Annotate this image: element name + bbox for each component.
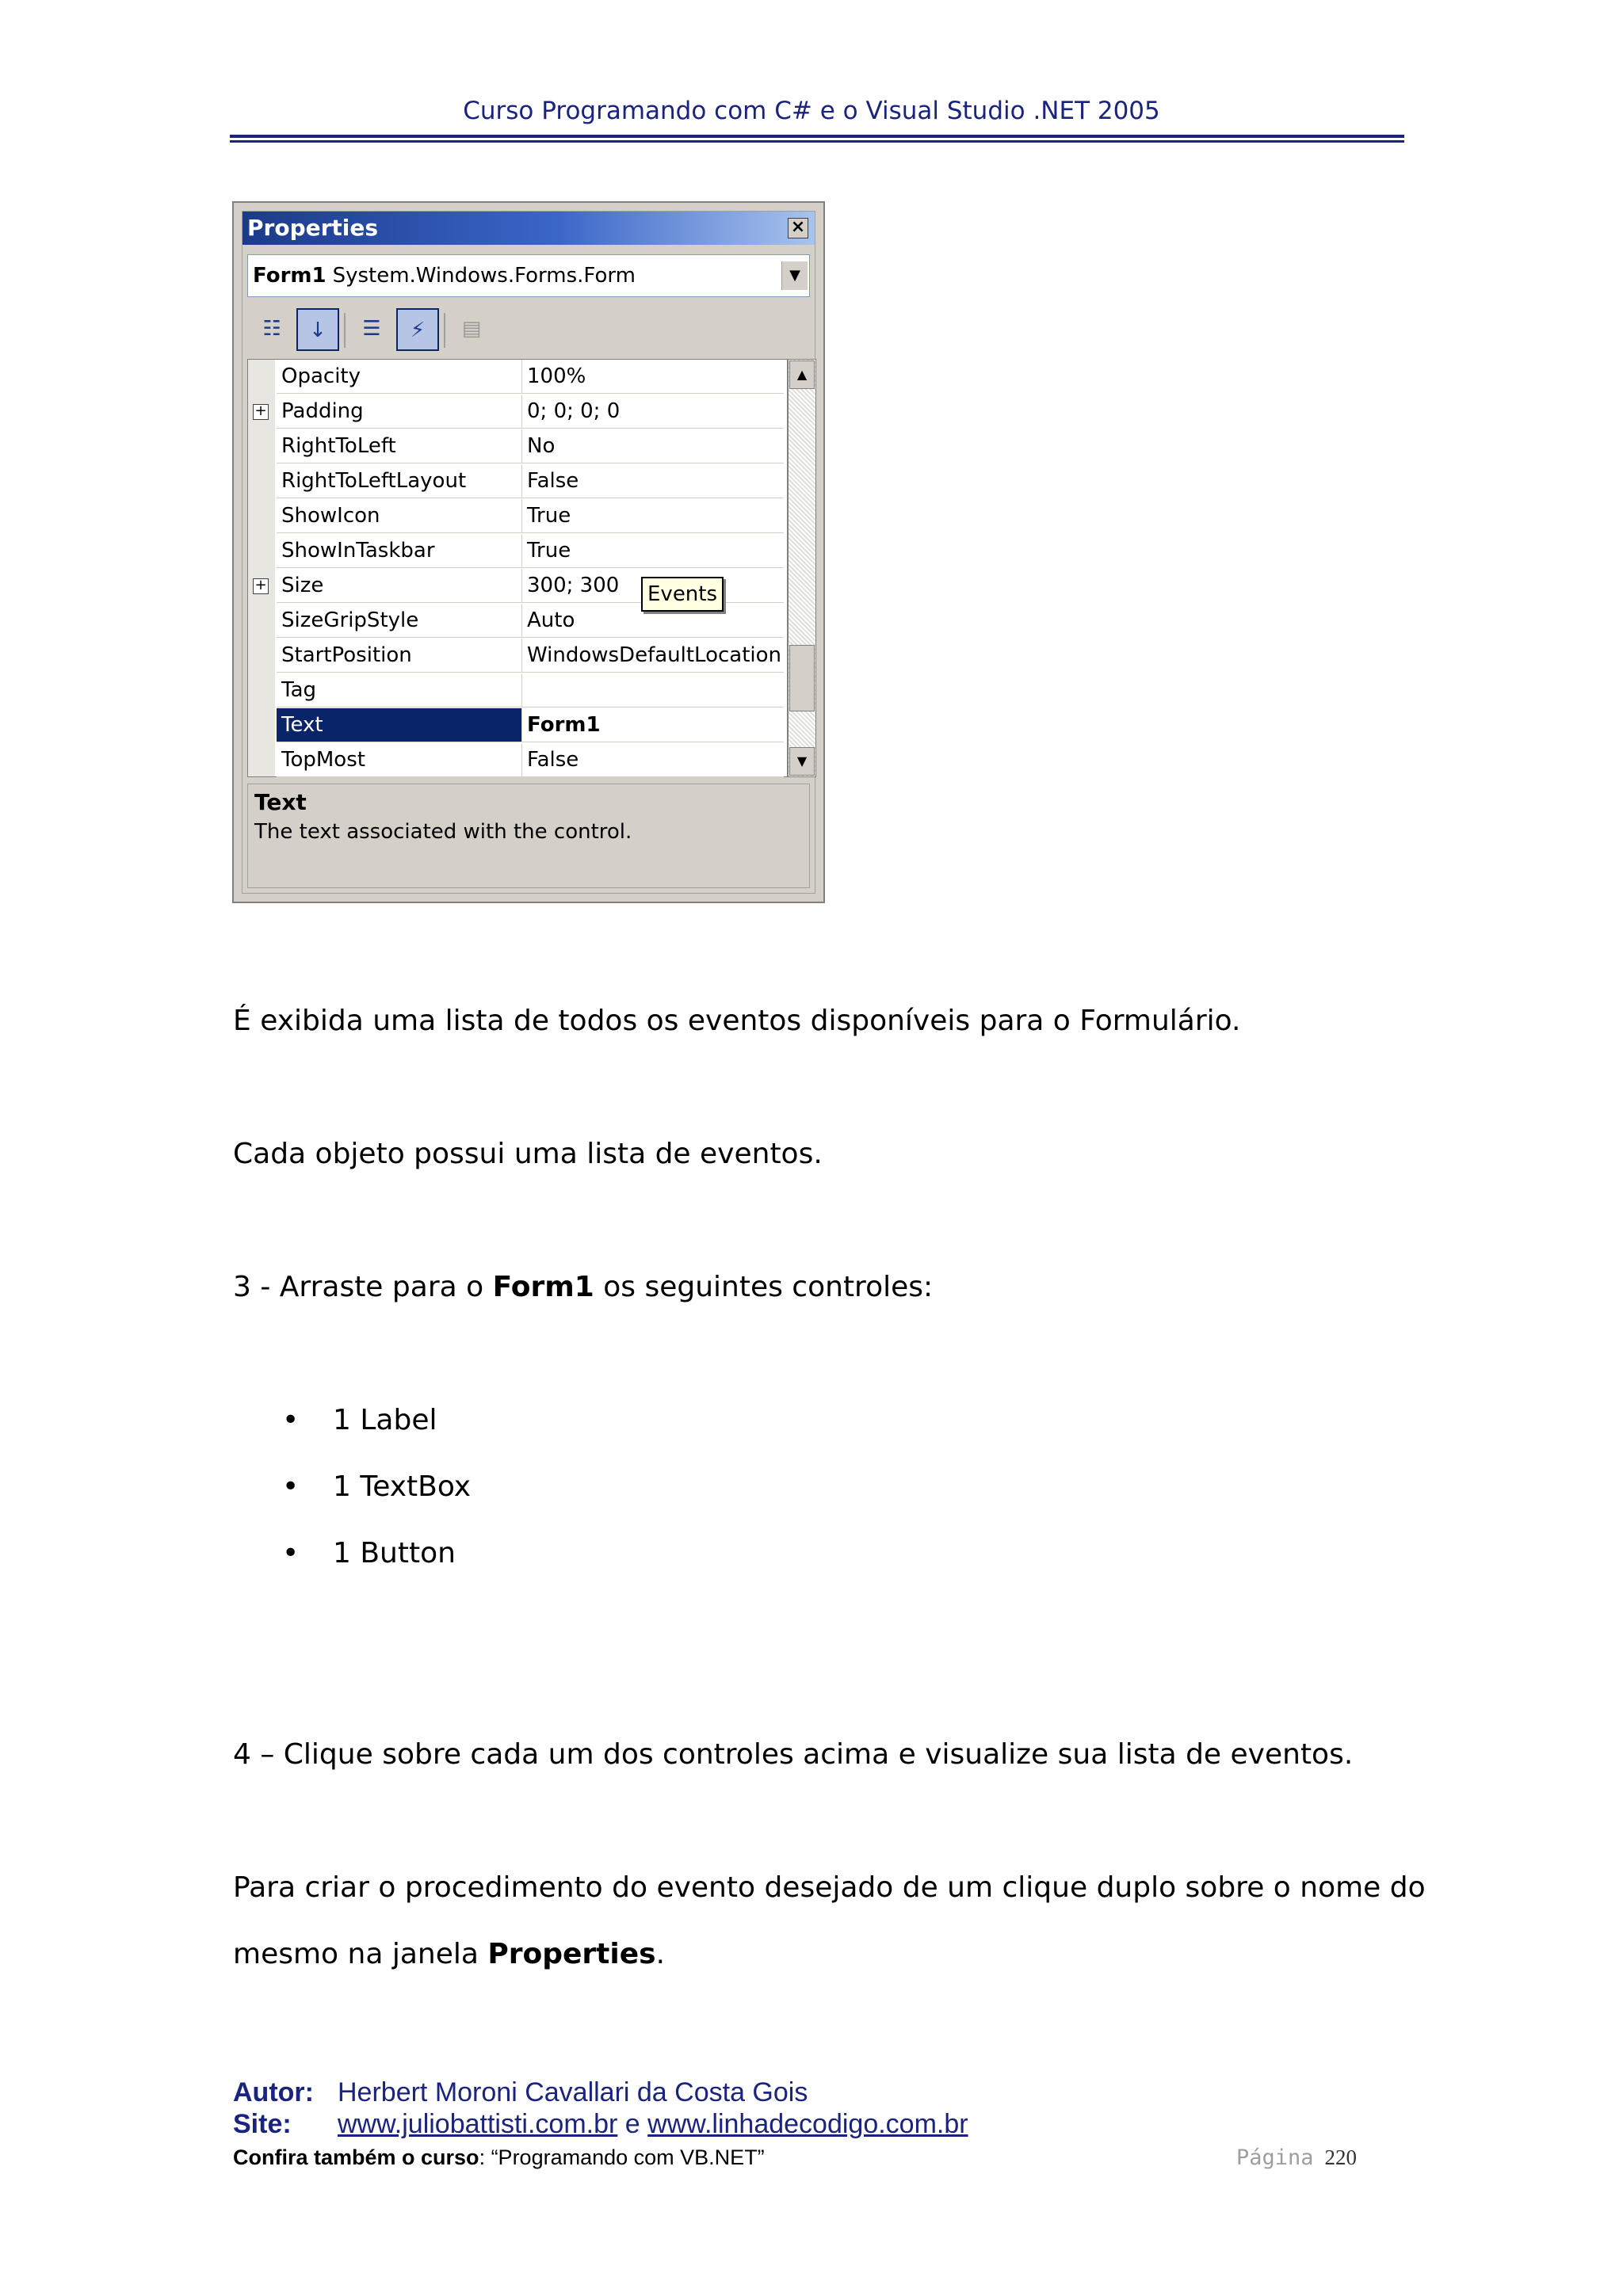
object-selector[interactable] [247,254,810,297]
alphabetical-sort-icon[interactable]: ↓ [296,308,339,351]
property-description-pane [247,784,810,888]
description-title: Text [254,789,307,815]
property-value[interactable]: 100% [522,360,784,394]
properties-window [232,201,825,903]
list-item: 1 TextBox [333,1470,472,1503]
site-link-linhadecodigo[interactable]: www.linhadecodigo.com.br [647,2109,968,2139]
paragraph-4: 4 – Clique sobre cada um dos controles acima e visualize sua lista de eventos. [233,1738,1354,1771]
property-grid-scrollbar[interactable] [788,359,816,777]
property-value[interactable]: No [522,429,784,463]
confira-note: Confira também o curso: “Programando com VB.NET” [233,2145,765,2169]
property-value[interactable]: False [522,743,784,777]
property-value[interactable] [522,673,784,707]
property-name[interactable]: StartPosition [277,639,522,673]
header-rule [230,135,1404,144]
property-value[interactable]: WindowsDefaultLocation [522,639,784,673]
object-name: Form1 [253,264,327,288]
property-name[interactable]: ShowIcon [277,499,522,533]
property-name[interactable]: Text [277,708,522,742]
property-value[interactable]: False [522,464,784,498]
expand-plus-icon[interactable]: + [253,578,269,594]
property-row[interactable] [248,429,787,464]
close-icon[interactable]: × [788,218,808,238]
site-links: www.juliobattisti.com.br e www.linhadecodigo.com.br [338,2109,968,2139]
property-value[interactable]: Auto [522,604,784,638]
site-link-juliobattisti[interactable]: www.juliobattisti.com.br [338,2109,618,2139]
property-row[interactable] [248,639,787,673]
property-name[interactable]: SizeGripStyle [277,604,522,638]
chevron-down-icon[interactable]: ▼ [781,261,808,290]
properties-title: Properties [247,215,379,241]
list-item: 1 Label [333,1404,437,1436]
property-row[interactable] [248,743,787,778]
property-value[interactable]: Form1 [522,708,784,742]
property-row[interactable] [248,534,787,569]
property-row[interactable] [248,499,787,534]
paragraph-3: 3 - Arraste para o Form1 os seguintes controles: [233,1271,934,1303]
property-row[interactable] [248,360,787,395]
expand-plus-icon[interactable]: + [253,404,269,420]
paragraph-5-line-2: mesmo na janela Properties. [233,1938,666,1970]
property-name[interactable]: Tag [277,673,522,707]
scroll-down-icon[interactable]: ▼ [789,747,815,776]
description-text: The text associated with the control. [254,820,632,844]
property-name[interactable]: Padding [277,395,522,429]
events-lightning-icon[interactable]: ⚡ [396,308,439,351]
properties-title-bar [242,212,815,245]
site-label: Site: [233,2109,292,2139]
property-name[interactable]: TopMost [277,743,522,777]
property-name[interactable]: RightToLeftLayout [277,464,522,498]
properties-panel [242,211,815,894]
bullet-dot: • [282,1470,300,1503]
page-number: Página 220 [1236,2145,1358,2170]
author-label: Autor: [233,2077,314,2107]
property-name[interactable]: ShowInTaskbar [277,534,522,568]
object-type: System.Windows.Forms.Form [332,264,636,288]
property-value[interactable]: True [522,534,784,568]
events-tooltip: Events [641,577,724,612]
property-value[interactable]: True [522,499,784,533]
scroll-up-icon[interactable]: ▲ [789,360,815,389]
property-name[interactable]: Size [277,569,522,603]
list-item: 1 Button [333,1537,456,1569]
properties-toolbar [247,303,810,356]
property-name[interactable]: RightToLeft [277,429,522,463]
paragraph-1: É exibida uma lista de todos os eventos disponíveis para o Formulário. [233,1005,1241,1037]
property-row[interactable] [248,395,787,429]
properties-list-icon[interactable]: ☰ [362,317,381,341]
scroll-thumb[interactable] [789,645,815,711]
categorized-icon[interactable]: ☷ [262,317,281,341]
property-row[interactable] [248,464,787,499]
property-value[interactable]: 300; 300 [522,569,784,603]
paragraph-2: Cada objeto possui uma lista de eventos. [233,1138,823,1170]
property-row[interactable] [248,673,787,708]
paragraph-5-line-1: Para criar o procedimento do evento desejado de um clique duplo sobre o nome do [233,1871,1426,1904]
bullet-dot: • [282,1404,300,1436]
property-grid [247,359,788,777]
property-value[interactable]: 0; 0; 0; 0 [522,395,784,429]
author-name: Herbert Moroni Cavallari da Costa Gois [338,2077,808,2107]
property-name[interactable]: Opacity [277,360,522,394]
page-header-title: Curso Programando com C# e o Visual Studio .NET 2005 [463,97,1160,125]
bullet-dot: • [282,1537,300,1569]
property-row[interactable] [248,708,787,743]
property-pages-icon[interactable]: ▤ [461,317,482,341]
